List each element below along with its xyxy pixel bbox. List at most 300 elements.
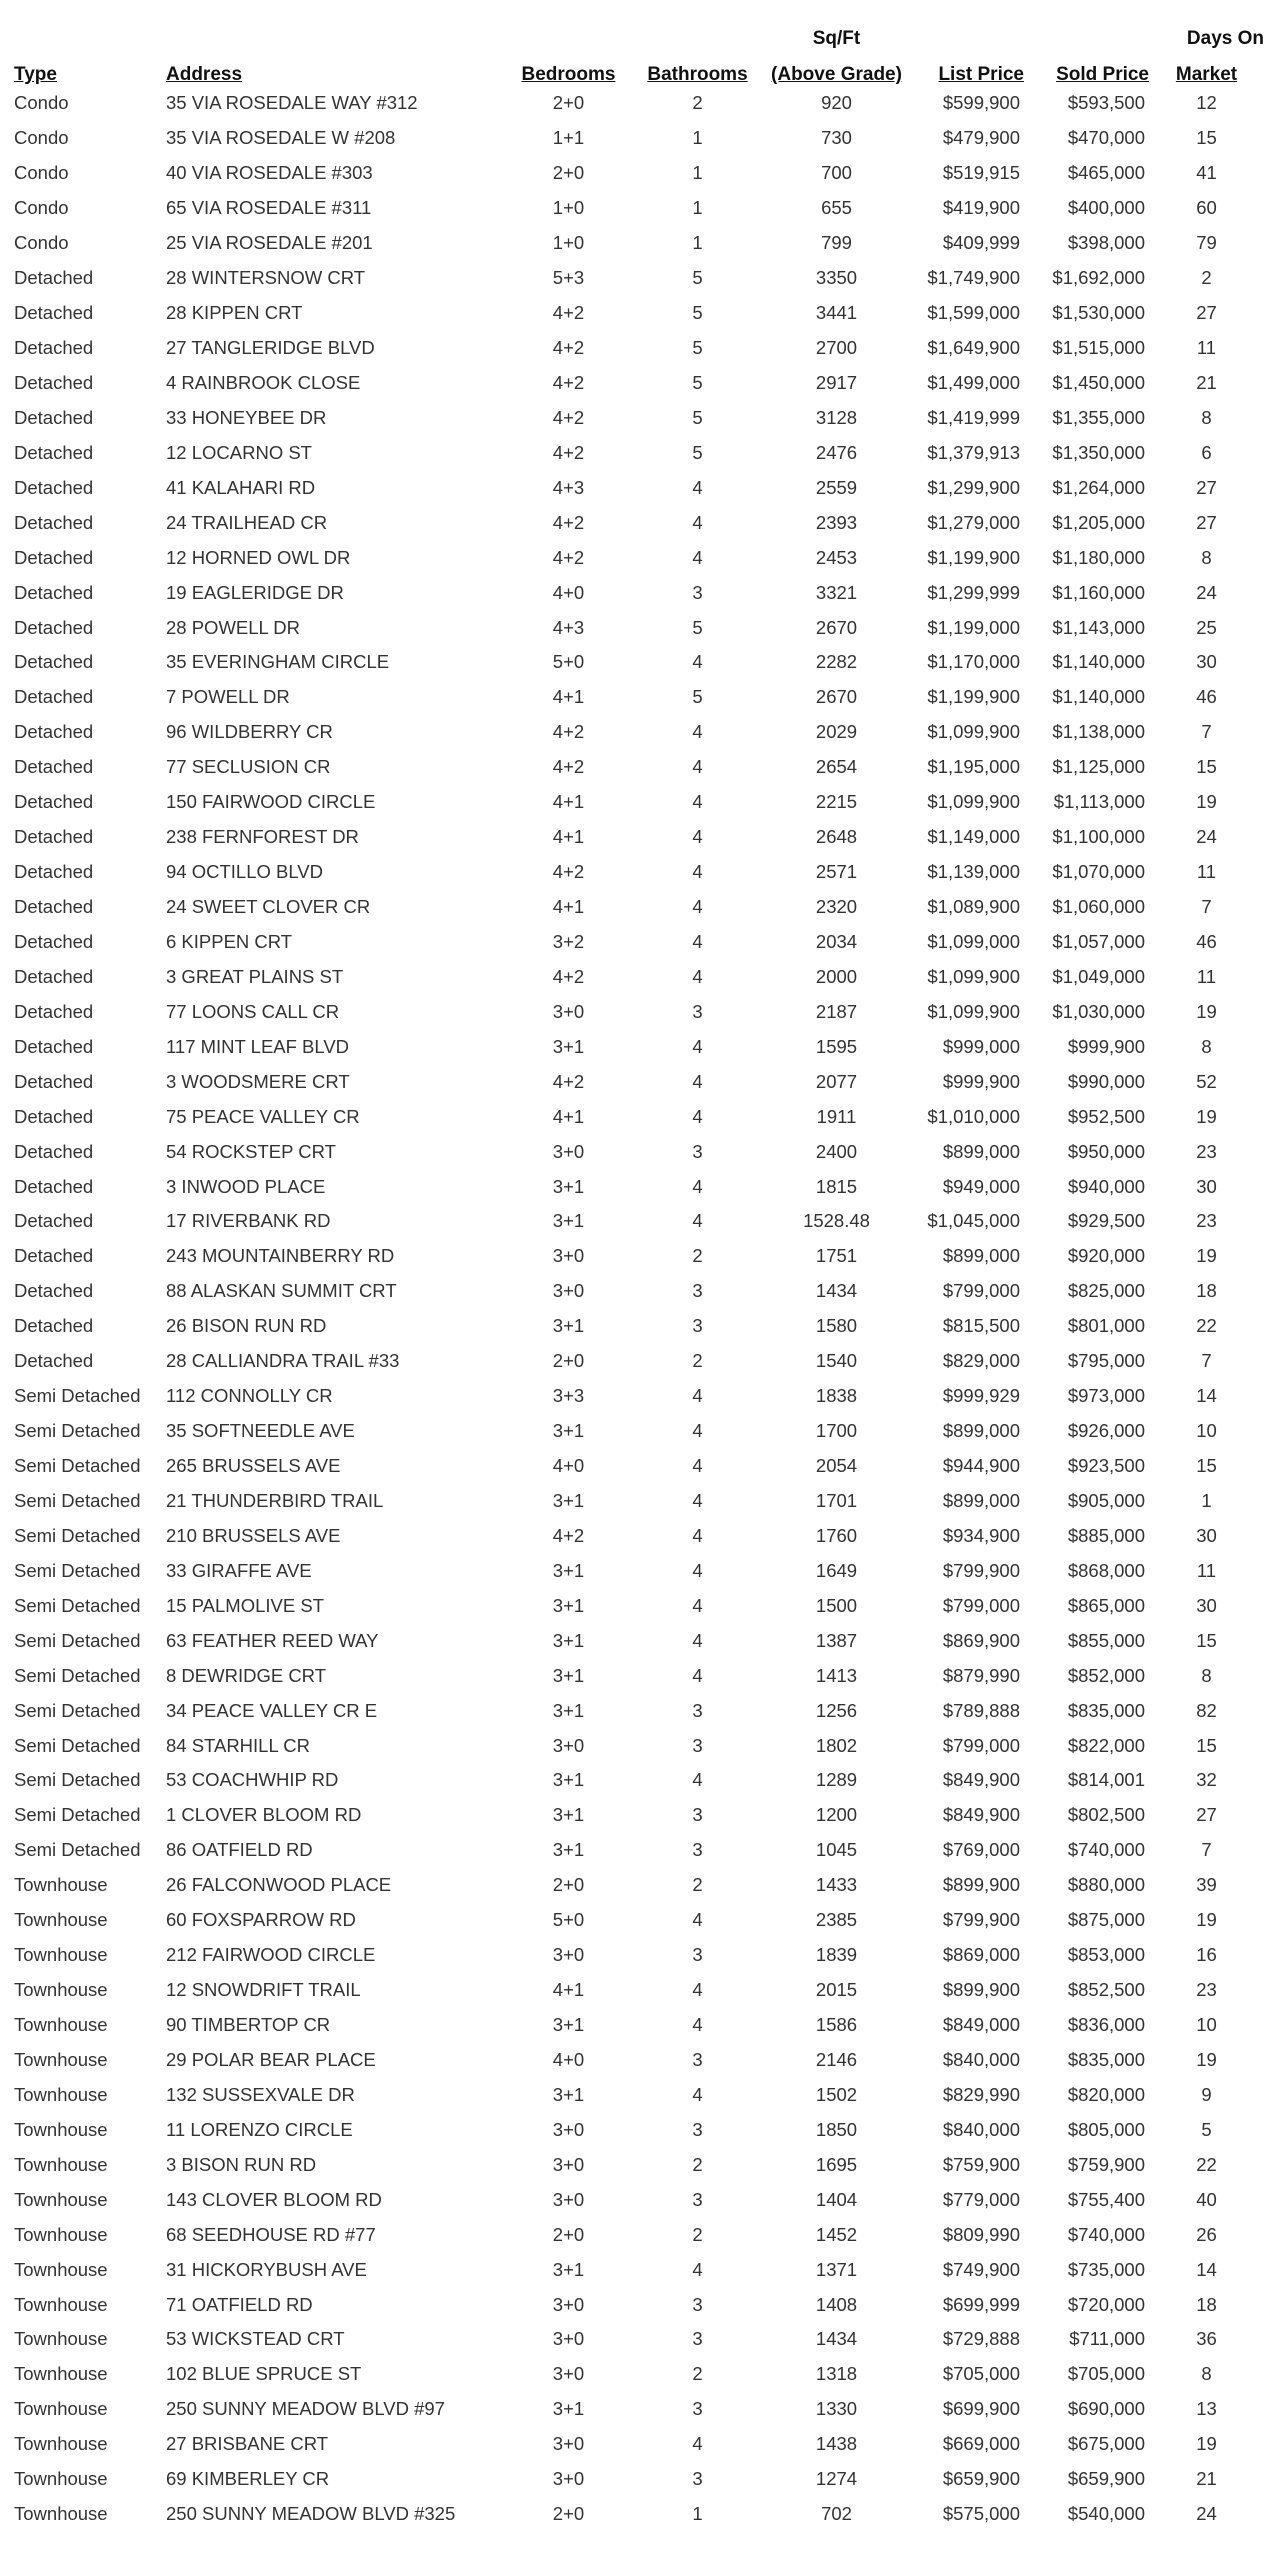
- days-on-market-cell: 82: [1196, 1699, 1217, 1721]
- list-price-cell: $944,900: [942, 1455, 1020, 1477]
- days-on-market-cell: 8: [1201, 406, 1212, 428]
- table-row: [14, 1379, 1264, 1414]
- sqft-cell: 1452: [815, 2223, 858, 2245]
- table-row: [14, 1938, 1264, 1973]
- sqft-cell: 2034: [815, 930, 858, 952]
- bathrooms-cell: 4: [692, 2014, 703, 2036]
- address-cell: 238 FERNFOREST DR: [166, 826, 359, 848]
- type-cell: Detached: [14, 1035, 94, 1057]
- sold-price-cell: $470,000: [1067, 127, 1145, 149]
- list-price-cell: $840,000: [942, 2118, 1020, 2140]
- days-on-market-cell: 23: [1196, 1979, 1217, 2001]
- table-row: [14, 1728, 1264, 1763]
- address-cell: 28 KIPPEN CRT: [166, 302, 303, 324]
- type-cell: Condo: [14, 197, 69, 219]
- address-cell: 28 CALLIANDRA TRAIL #33: [166, 1350, 400, 1372]
- bedrooms-cell: 4+3: [552, 616, 585, 638]
- bathrooms-cell: 2: [692, 2223, 703, 2245]
- list-price-cell: $809,990: [942, 2223, 1020, 2245]
- address-cell: 84 STARHILL CR: [166, 1734, 310, 1756]
- type-cell: Detached: [14, 1105, 94, 1127]
- address-cell: 69 KIMBERLEY CR: [166, 2468, 330, 2490]
- bedrooms-cell: 3+1: [552, 1315, 585, 1337]
- table-row: [14, 2112, 1264, 2147]
- bedrooms-cell: 3+1: [552, 1629, 585, 1651]
- type-cell: Semi Detached: [14, 1769, 141, 1791]
- bathrooms-cell: 4: [692, 1909, 703, 1931]
- days-on-market-cell: 19: [1196, 1105, 1217, 1127]
- bathrooms-cell: 5: [692, 302, 703, 324]
- bedrooms-cell: 3+0: [552, 1140, 585, 1162]
- bathrooms-cell: 4: [692, 476, 703, 498]
- list-price-cell: $1,279,000: [927, 511, 1020, 533]
- bathrooms-cell: 4: [692, 546, 703, 568]
- address-cell: 17 RIVERBANK RD: [166, 1210, 331, 1232]
- bedrooms-cell: 3+0: [552, 1245, 585, 1267]
- bathrooms-cell: 3: [692, 581, 703, 603]
- days-on-market-cell: 26: [1196, 2223, 1217, 2245]
- days-on-market-cell: 52: [1196, 1070, 1217, 1092]
- address-cell: 31 HICKORYBUSH AVE: [166, 2258, 367, 2280]
- days-on-market-cell: 11: [1196, 965, 1217, 987]
- sqft-cell: 1434: [815, 1280, 858, 1302]
- type-cell: Detached: [14, 1245, 94, 1267]
- bathrooms-cell: 5: [692, 337, 703, 359]
- sold-price-cell: $593,500: [1067, 92, 1145, 114]
- sold-price-cell: $1,140,000: [1052, 651, 1145, 673]
- bedrooms-cell: 3+1: [552, 1594, 585, 1616]
- sold-price-cell: $1,530,000: [1052, 302, 1145, 324]
- type-cell: Detached: [14, 581, 94, 603]
- bedrooms-cell: 4+2: [552, 756, 585, 778]
- sqft-cell: 1404: [815, 2188, 858, 2210]
- list-price-cell: $999,000: [942, 1035, 1020, 1057]
- list-price-cell: $659,900: [942, 2468, 1020, 2490]
- sqft-cell: 1408: [815, 2293, 858, 2315]
- address-cell: 54 ROCKSTEP CRT: [166, 1140, 336, 1162]
- table-row: [14, 1029, 1264, 1064]
- bathrooms-cell: 3: [692, 2188, 703, 2210]
- table-row: [14, 1798, 1264, 1833]
- address-cell: 7 POWELL DR: [166, 686, 290, 708]
- days-on-market-cell: 36: [1196, 2328, 1217, 2350]
- sqft-cell: 2670: [815, 616, 858, 638]
- type-cell: Detached: [14, 1070, 94, 1092]
- type-cell: Townhouse: [14, 1979, 108, 2001]
- type-cell: Semi Detached: [14, 1385, 141, 1407]
- table-row: [14, 505, 1264, 540]
- bedrooms-cell: 3+1: [552, 1664, 585, 1686]
- sqft-cell: 920: [821, 92, 852, 114]
- sqft-cell: 1502: [815, 2083, 858, 2105]
- bedrooms-cell: 4+2: [552, 441, 585, 463]
- sold-price-cell: $1,515,000: [1052, 337, 1145, 359]
- sold-price-cell: $852,500: [1067, 1979, 1145, 2001]
- type-cell: Condo: [14, 162, 69, 184]
- address-cell: 250 SUNNY MEADOW BLVD #97: [166, 2398, 445, 2420]
- address-cell: 3 BISON RUN RD: [166, 2153, 317, 2175]
- bathrooms-cell: 3: [692, 1315, 703, 1337]
- table-row: [14, 156, 1264, 191]
- list-price-cell: $829,990: [942, 2083, 1020, 2105]
- bathrooms-cell: 4: [692, 1455, 703, 1477]
- address-cell: 71 OATFIELD RD: [166, 2293, 313, 2315]
- bathrooms-cell: 4: [692, 965, 703, 987]
- days-on-market-cell: 15: [1196, 1455, 1217, 1477]
- sold-price-cell: $852,000: [1067, 1664, 1145, 1686]
- days-on-market-cell: 41: [1196, 162, 1217, 184]
- days-on-market-cell: 30: [1196, 1594, 1217, 1616]
- header-address: Address: [166, 64, 243, 85]
- bedrooms-cell: 4+1: [552, 686, 585, 708]
- type-cell: Semi Detached: [14, 1664, 141, 1686]
- bedrooms-cell: 3+1: [552, 1035, 585, 1057]
- table-row: [14, 1344, 1264, 1379]
- list-price-cell: $1,379,913: [927, 441, 1020, 463]
- list-price-cell: $1,099,900: [927, 791, 1020, 813]
- days-on-market-cell: 27: [1196, 302, 1217, 324]
- list-price-cell: $1,139,000: [927, 861, 1020, 883]
- type-cell: Condo: [14, 92, 69, 114]
- sqft-cell: 1701: [815, 1489, 858, 1511]
- bedrooms-cell: 3+3: [552, 1385, 585, 1407]
- address-cell: 63 FEATHER REED WAY: [166, 1629, 379, 1651]
- bathrooms-cell: 3: [692, 1944, 703, 1966]
- list-price-cell: $999,929: [942, 1385, 1020, 1407]
- bathrooms-cell: 4: [692, 1385, 703, 1407]
- sold-price-cell: $926,000: [1067, 1420, 1145, 1442]
- address-cell: 26 BISON RUN RD: [166, 1315, 327, 1337]
- sqft-cell: 730: [821, 127, 852, 149]
- sold-price-cell: $1,205,000: [1052, 511, 1145, 533]
- sold-price-cell: $540,000: [1067, 2503, 1145, 2525]
- sqft-cell: 3441: [815, 302, 858, 324]
- type-cell: Townhouse: [14, 2014, 108, 2036]
- type-cell: Semi Detached: [14, 1629, 141, 1651]
- table-row: [14, 2252, 1264, 2287]
- type-cell: Detached: [14, 861, 94, 883]
- sqft-cell: 702: [821, 2503, 852, 2525]
- sqft-cell: 1433: [815, 1874, 858, 1896]
- sold-price-cell: $920,000: [1067, 1245, 1145, 1267]
- sqft-cell: 2000: [815, 965, 858, 987]
- bedrooms-cell: 1+1: [552, 127, 585, 149]
- sold-price-cell: $1,030,000: [1052, 1000, 1145, 1022]
- days-on-market-cell: 6: [1201, 441, 1212, 463]
- table-row: [14, 1553, 1264, 1588]
- address-cell: 60 FOXSPARROW RD: [166, 1909, 356, 1931]
- type-cell: Townhouse: [14, 2398, 108, 2420]
- type-cell: Detached: [14, 1280, 94, 1302]
- bedrooms-cell: 3+0: [552, 2433, 585, 2455]
- address-cell: 40 VIA ROSEDALE #303: [166, 162, 373, 184]
- days-on-market-cell: 40: [1196, 2188, 1217, 2210]
- table-row: [14, 1239, 1264, 1274]
- list-price-cell: $1,099,900: [927, 721, 1020, 743]
- list-price-cell: $879,990: [942, 1664, 1020, 1686]
- address-cell: 77 LOONS CALL CR: [166, 1000, 340, 1022]
- type-cell: Detached: [14, 476, 94, 498]
- bedrooms-cell: 1+0: [552, 197, 585, 219]
- list-price-cell: $899,900: [942, 1979, 1020, 2001]
- list-price-cell: $699,900: [942, 2398, 1020, 2420]
- sold-price-cell: $1,125,000: [1052, 756, 1145, 778]
- bedrooms-cell: 3+0: [552, 1000, 585, 1022]
- address-cell: 15 PALMOLIVE ST: [166, 1594, 324, 1616]
- table-row: [14, 226, 1264, 261]
- table-row: [14, 331, 1264, 366]
- sqft-cell: 1500: [815, 1594, 858, 1616]
- list-price-cell: $899,000: [942, 1489, 1020, 1511]
- type-cell: Detached: [14, 930, 94, 952]
- sold-price-cell: $1,057,000: [1052, 930, 1145, 952]
- sqft-cell: 2559: [815, 476, 858, 498]
- bathrooms-cell: 4: [692, 1035, 703, 1057]
- table-row: [14, 470, 1264, 505]
- list-price-cell: $419,900: [942, 197, 1020, 219]
- list-price-cell: $899,000: [942, 1140, 1020, 1162]
- address-cell: 243 MOUNTAINBERRY RD: [166, 1245, 395, 1267]
- table-row: [14, 785, 1264, 820]
- type-cell: Townhouse: [14, 1944, 108, 1966]
- days-on-market-cell: 13: [1196, 2398, 1217, 2420]
- address-cell: 112 CONNOLLY CR: [166, 1385, 333, 1407]
- address-cell: 77 SECLUSION CR: [166, 756, 331, 778]
- days-on-market-cell: 27: [1196, 511, 1217, 533]
- list-price-cell: $1,419,999: [927, 406, 1020, 428]
- list-price-cell: $699,999: [942, 2293, 1020, 2315]
- sqft-cell: 1695: [815, 2153, 858, 2175]
- sold-price-cell: $905,000: [1067, 1489, 1145, 1511]
- type-cell: Townhouse: [14, 1909, 108, 1931]
- type-cell: Detached: [14, 406, 94, 428]
- sold-price-cell: $825,000: [1067, 1280, 1145, 1302]
- bedrooms-cell: 4+2: [552, 337, 585, 359]
- bedrooms-cell: 4+2: [552, 546, 585, 568]
- bathrooms-cell: 4: [692, 1524, 703, 1546]
- table-row: [14, 1833, 1264, 1868]
- table-row: [14, 400, 1264, 435]
- type-cell: Detached: [14, 1175, 94, 1197]
- address-cell: 132 SUSSEXVALE DR: [166, 2083, 355, 2105]
- sold-price-cell: $855,000: [1067, 1629, 1145, 1651]
- address-cell: 12 SNOWDRIFT TRAIL: [166, 1979, 361, 2001]
- sold-price-cell: $465,000: [1067, 162, 1145, 184]
- header-sold-price: Sold Price: [1056, 64, 1149, 85]
- sqft-cell: 1700: [815, 1420, 858, 1442]
- bathrooms-cell: 4: [692, 1769, 703, 1791]
- bedrooms-cell: 3+1: [552, 1769, 585, 1791]
- sqft-cell: 1318: [815, 2363, 858, 2385]
- list-price-cell: $849,000: [942, 2014, 1020, 2036]
- address-cell: 90 TIMBERTOP CR: [166, 2014, 331, 2036]
- table-row: [14, 750, 1264, 785]
- sold-price-cell: $805,000: [1067, 2118, 1145, 2140]
- address-cell: 75 PEACE VALLEY CR: [166, 1105, 360, 1127]
- days-on-market-cell: 23: [1196, 1210, 1217, 1232]
- bathrooms-cell: 4: [692, 826, 703, 848]
- type-cell: Detached: [14, 1350, 94, 1372]
- sqft-cell: 700: [821, 162, 852, 184]
- days-on-market-cell: 32: [1196, 1769, 1217, 1791]
- header-days-line2: Market: [1175, 64, 1238, 85]
- type-cell: Semi Detached: [14, 1455, 141, 1477]
- list-price-cell: $869,000: [942, 1944, 1020, 1966]
- days-on-market-cell: 8: [1201, 1035, 1212, 1057]
- table-row: [14, 366, 1264, 401]
- bathrooms-cell: 2: [692, 1245, 703, 1267]
- address-cell: 12 HORNED OWL DR: [166, 546, 351, 568]
- sold-price-cell: $853,000: [1067, 1944, 1145, 1966]
- type-cell: Detached: [14, 441, 94, 463]
- list-price-cell: $999,900: [942, 1070, 1020, 1092]
- bedrooms-cell: 3+1: [552, 1559, 585, 1581]
- sqft-cell: 2654: [815, 756, 858, 778]
- days-on-market-cell: 14: [1196, 1385, 1217, 1407]
- days-on-market-cell: 19: [1196, 791, 1217, 813]
- type-cell: Detached: [14, 1000, 94, 1022]
- sold-price-cell: $973,000: [1067, 1385, 1145, 1407]
- bedrooms-cell: 5+3: [552, 267, 585, 289]
- sold-price-cell: $952,500: [1067, 1105, 1145, 1127]
- bathrooms-cell: 4: [692, 1489, 703, 1511]
- sqft-cell: 1595: [815, 1035, 858, 1057]
- address-cell: 1 CLOVER BLOOM RD: [166, 1804, 362, 1826]
- days-on-market-cell: 30: [1196, 651, 1217, 673]
- bedrooms-cell: 3+1: [552, 1699, 585, 1721]
- sqft-cell: 1045: [815, 1839, 858, 1861]
- bathrooms-cell: 3: [692, 2398, 703, 2420]
- days-on-market-cell: 7: [1201, 1350, 1212, 1372]
- type-cell: Detached: [14, 371, 94, 393]
- days-on-market-cell: 30: [1196, 1175, 1217, 1197]
- type-cell: Detached: [14, 651, 94, 673]
- sqft-cell: 1434: [815, 2328, 858, 2350]
- bedrooms-cell: 3+0: [552, 2188, 585, 2210]
- address-cell: 33 GIRAFFE AVE: [166, 1559, 312, 1581]
- bedrooms-cell: 4+2: [552, 721, 585, 743]
- list-price-cell: $1,089,900: [927, 896, 1020, 918]
- address-cell: 3 GREAT PLAINS ST: [166, 965, 344, 987]
- sqft-cell: 1413: [815, 1664, 858, 1686]
- type-cell: Detached: [14, 616, 94, 638]
- table-row: [14, 610, 1264, 645]
- address-cell: 143 CLOVER BLOOM RD: [166, 2188, 382, 2210]
- sqft-cell: 1540: [815, 1350, 858, 1372]
- sold-price-cell: $740,000: [1067, 2223, 1145, 2245]
- sold-price-cell: $802,500: [1067, 1804, 1145, 1826]
- type-cell: Townhouse: [14, 2083, 108, 2105]
- type-cell: Semi Detached: [14, 1420, 141, 1442]
- table-row: [14, 1099, 1264, 1134]
- bedrooms-cell: 4+1: [552, 896, 585, 918]
- sqft-cell: 1528.48: [803, 1210, 870, 1232]
- table-row: [14, 2392, 1264, 2427]
- table-row: [14, 1623, 1264, 1658]
- type-cell: Townhouse: [14, 2433, 108, 2455]
- bedrooms-cell: 3+1: [552, 2258, 585, 2280]
- bedrooms-cell: 4+0: [552, 581, 585, 603]
- sold-price-cell: $1,160,000: [1052, 581, 1145, 603]
- type-cell: Semi Detached: [14, 1699, 141, 1721]
- sqft-cell: 2215: [815, 791, 858, 813]
- address-cell: 34 PEACE VALLEY CR E: [166, 1699, 378, 1721]
- bedrooms-cell: 3+0: [552, 2118, 585, 2140]
- table-row: [14, 1064, 1264, 1099]
- days-on-market-cell: 15: [1196, 1629, 1217, 1651]
- bathrooms-cell: 3: [692, 1839, 703, 1861]
- type-cell: Detached: [14, 337, 94, 359]
- bedrooms-cell: 2+0: [552, 1874, 585, 1896]
- list-price-cell: $1,649,900: [927, 337, 1020, 359]
- bedrooms-cell: 4+3: [552, 476, 585, 498]
- sold-price-cell: $1,140,000: [1052, 686, 1145, 708]
- bedrooms-cell: 4+2: [552, 302, 585, 324]
- sold-price-cell: $755,400: [1067, 2188, 1145, 2210]
- table-row: [14, 1763, 1264, 1798]
- sold-price-cell: $835,000: [1067, 2048, 1145, 2070]
- address-cell: 28 POWELL DR: [166, 616, 300, 638]
- list-price-cell: $1,599,000: [927, 302, 1020, 324]
- days-on-market-cell: 46: [1196, 930, 1217, 952]
- bedrooms-cell: 3+1: [552, 1175, 585, 1197]
- list-price-cell: $1,099,000: [927, 930, 1020, 952]
- type-cell: Detached: [14, 791, 94, 813]
- address-cell: 35 VIA ROSEDALE W #208: [166, 127, 396, 149]
- days-on-market-cell: 24: [1196, 826, 1217, 848]
- days-on-market-cell: 23: [1196, 1140, 1217, 1162]
- sqft-cell: 2917: [815, 371, 858, 393]
- table-row: [14, 925, 1264, 960]
- table-row: [14, 86, 1264, 121]
- address-cell: 150 FAIRWOOD CIRCLE: [166, 791, 376, 813]
- bathrooms-cell: 4: [692, 930, 703, 952]
- days-on-market-cell: 15: [1196, 1734, 1217, 1756]
- table-row: [14, 820, 1264, 855]
- list-price-cell: $899,900: [942, 1874, 1020, 1896]
- sqft-cell: 1802: [815, 1734, 858, 1756]
- bedrooms-cell: 3+1: [552, 1420, 585, 1442]
- bedrooms-cell: 4+2: [552, 406, 585, 428]
- list-price-cell: $799,000: [942, 1594, 1020, 1616]
- table-row: [14, 2287, 1264, 2322]
- bathrooms-cell: 3: [692, 2468, 703, 2490]
- sqft-cell: 1387: [815, 1629, 858, 1651]
- address-cell: 28 WINTERSNOW CRT: [166, 267, 366, 289]
- table-row: [14, 191, 1264, 226]
- header-sqft-line2: (Above Grade): [771, 64, 902, 85]
- table-row: [14, 2008, 1264, 2043]
- sold-price-cell: $820,000: [1067, 2083, 1145, 2105]
- address-cell: 212 FAIRWOOD CIRCLE: [166, 1944, 376, 1966]
- address-cell: 12 LOCARNO ST: [166, 441, 312, 463]
- list-price-cell: $1,199,900: [927, 686, 1020, 708]
- type-cell: Detached: [14, 1210, 94, 1232]
- bathrooms-cell: 3: [692, 2048, 703, 2070]
- days-on-market-cell: 8: [1201, 2363, 1212, 2385]
- bathrooms-cell: 2: [692, 2153, 703, 2175]
- bathrooms-cell: 3: [692, 1140, 703, 1162]
- days-on-market-cell: 19: [1196, 1245, 1217, 1267]
- days-on-market-cell: 22: [1196, 2153, 1217, 2175]
- sold-price-cell: $1,350,000: [1052, 441, 1145, 463]
- address-cell: 3 INWOOD PLACE: [166, 1175, 326, 1197]
- sold-price-cell: $795,000: [1067, 1350, 1145, 1372]
- bedrooms-cell: 3+1: [552, 2398, 585, 2420]
- list-price-cell: $575,000: [942, 2503, 1020, 2525]
- bedrooms-cell: 3+0: [552, 2363, 585, 2385]
- sqft-cell: 1850: [815, 2118, 858, 2140]
